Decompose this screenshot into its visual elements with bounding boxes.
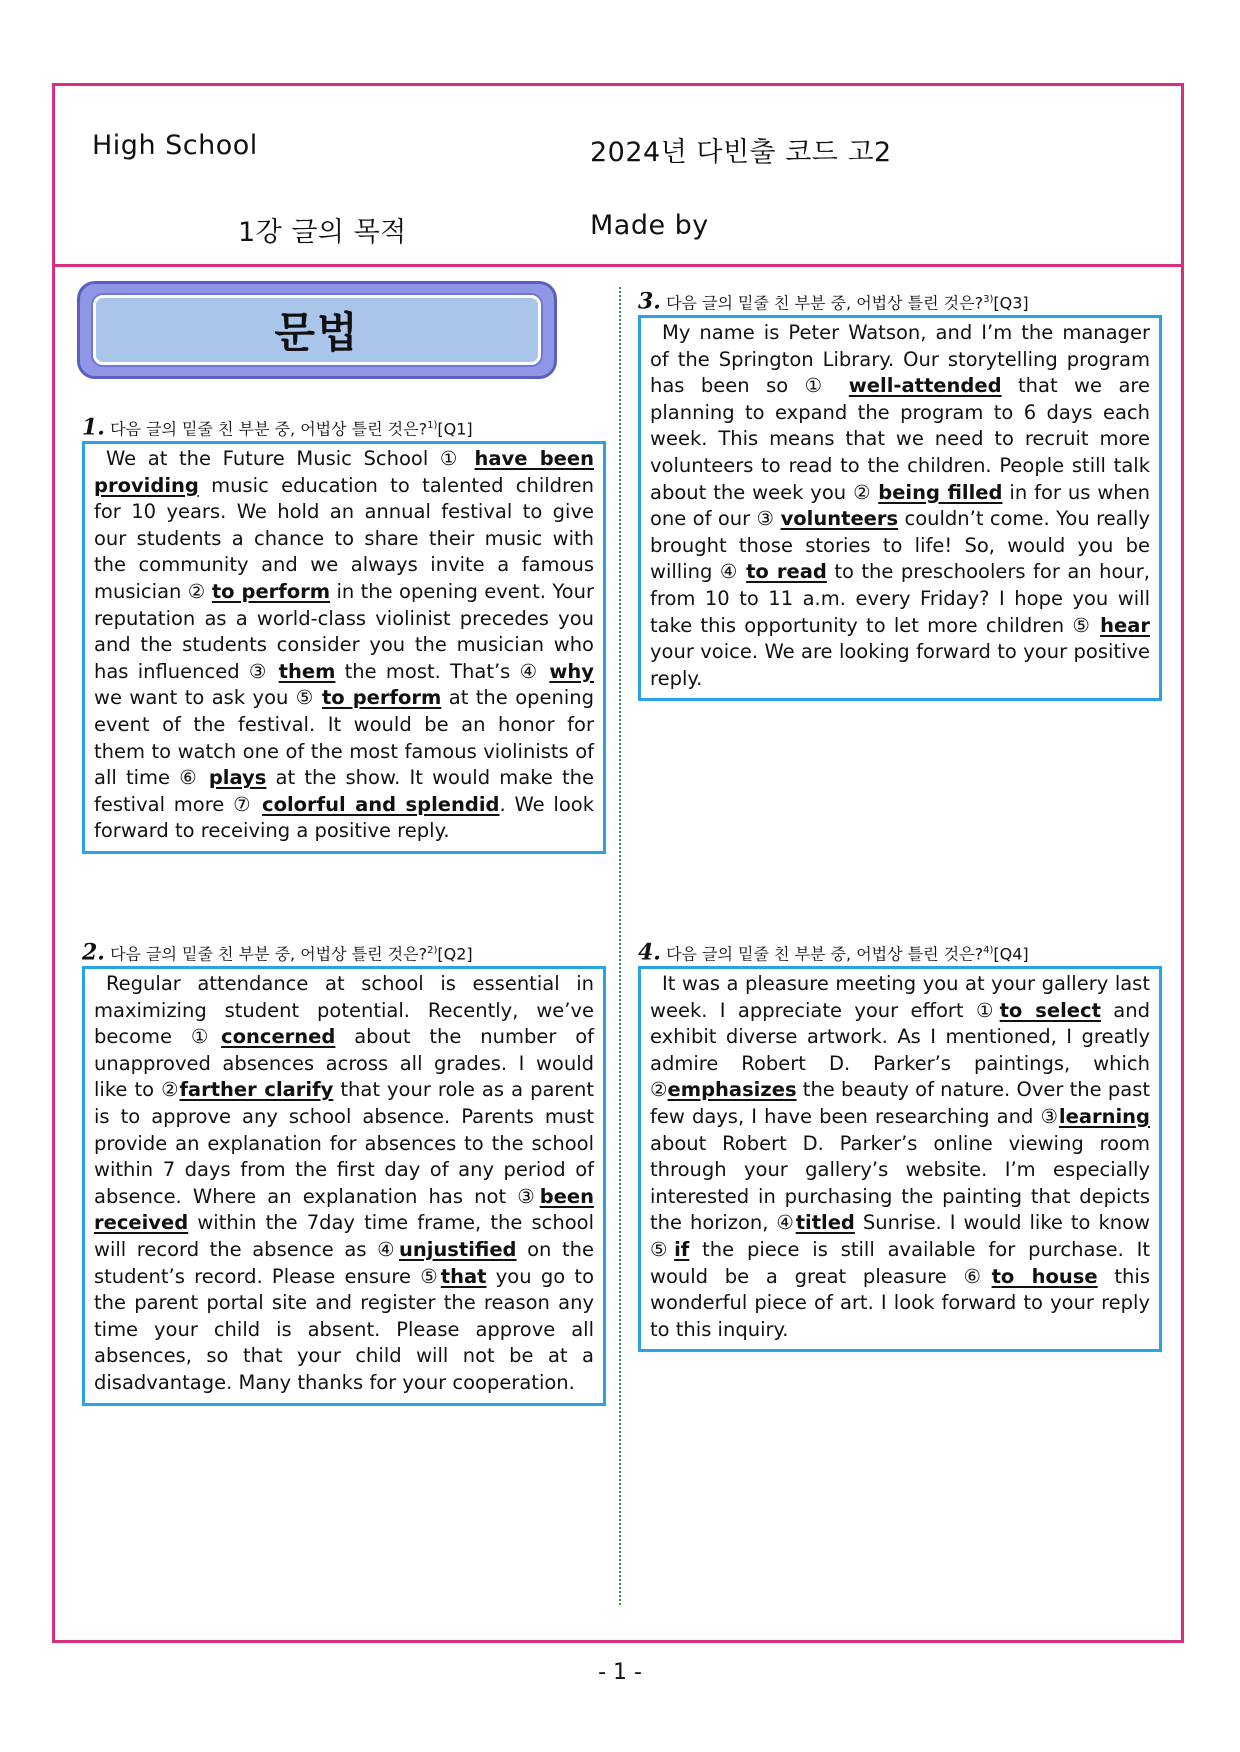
passage-text: in for us when one of our ③: [650, 480, 1150, 531]
underlined-choice: unjustified: [398, 1237, 517, 1261]
question-1: [82, 413, 606, 854]
underlined-choice: to perform: [321, 686, 442, 710]
footnote-marker: 2): [427, 945, 438, 956]
section-banner: [77, 281, 557, 379]
lesson-label: 1강 글의 목적: [238, 217, 407, 248]
passage-text: the beauty of nature. Over the past few days, I have been researching and ③: [650, 1078, 1150, 1128]
passage-text: couldn’t come. You really brought those stories to life! So, would you be willing ④: [650, 507, 1151, 584]
question-number: 2.: [82, 939, 105, 966]
passage-text: the piece is still available for purchase. It would be a great pleasure ⑥: [650, 1237, 1151, 1288]
school-label: High School: [92, 130, 258, 161]
underlined-choice: learning: [1058, 1104, 1150, 1128]
underlined-choice: to select: [999, 998, 1101, 1022]
question-4: [638, 938, 1162, 1352]
underlined-choice: well-attended: [848, 374, 1002, 398]
underlined-choice: to read: [746, 560, 827, 584]
underlined-choice: colorful and splendid: [262, 792, 500, 816]
passage-text: Regular attendance at school is essential in maximizing student potential. Recently, we’ve become ①: [94, 972, 594, 1049]
column-divider: [619, 287, 621, 1605]
underlined-choice: why: [549, 659, 594, 683]
passage-text: this wonderful piece of art. I look forward to your reply to this inquiry.: [650, 1264, 1150, 1341]
passage-text: music education to talented children for 10 years. We hold an annual festival to give our students a chance to share their music with the community and we always invite a famous musician ②: [94, 473, 594, 603]
passage-text: about Robert D. Parker’s online viewing room through your gallery’s website. I’m especially interested in purchasing the painting that depicts the horizon, ④: [650, 1131, 1150, 1235]
underlined-choice: have been providing: [94, 447, 595, 497]
passage-text: within the 7day time frame, the school will record the absence as ④: [94, 1211, 594, 1261]
underlined-choice: that: [440, 1264, 487, 1288]
footnote-marker: 4): [983, 945, 994, 956]
document-title: 2024년 다빈출 코드 고2: [590, 137, 892, 168]
question-prompt: 다음 글의 밑줄 친 부분 중, 어법상 틀린 것은?: [110, 419, 428, 439]
underlined-choice: concerned: [221, 1025, 336, 1049]
passage-text: It was a pleasure meeting you at your gallery last week. I appreciate your effort ①: [650, 972, 1150, 1022]
section-banner-inner: [93, 295, 541, 365]
underlined-choice: plays: [208, 766, 267, 790]
question-tag: [Q1]: [437, 419, 473, 439]
question-tag: [Q2]: [437, 944, 473, 964]
passage-text: to the preschoolers for an hour, from 10 to 11 a.m. every Friday? I hope you will take this opportunity to let more children ⑤: [650, 560, 1150, 637]
section-banner-label: 문법: [274, 308, 360, 357]
question-prompt: 다음 글의 밑줄 친 부분 중, 어법상 틀린 것은?: [666, 293, 984, 313]
underlined-choice: emphasizes: [667, 1078, 797, 1102]
footnote-marker: 1): [427, 420, 438, 431]
question-header: [82, 413, 606, 439]
question-header: [82, 938, 606, 964]
header-separator: [52, 264, 1184, 267]
passage-text: your voice. We are looking forward to your positive reply.: [650, 640, 1150, 690]
passage-text: at the opening event of the festival. It would be an honor for them to watch one of the most famous violinists of all time ⑥: [94, 686, 595, 790]
footnote-marker: 3): [983, 294, 994, 305]
question-2: [82, 938, 606, 1406]
question-header: [638, 287, 1162, 313]
passage-text: Sunrise. I would like to know ⑤: [650, 1211, 1150, 1261]
underlined-choice: if: [674, 1237, 690, 1261]
underlined-choice: them: [278, 659, 336, 683]
passage-text: My name is Peter Watson, and I’m the manager of the Springton Library. Our storytelling program has been so ①: [650, 321, 1150, 398]
question-number: 3.: [638, 288, 661, 315]
underlined-choice: titled: [795, 1211, 855, 1235]
question-prompt: 다음 글의 밑줄 친 부분 중, 어법상 틀린 것은?: [110, 944, 428, 964]
question-number: 4.: [638, 939, 661, 966]
passage-text: that we are planning to expand the program to 6 days each week. This means that we need to recruit more volunteers to read to the children. People still talk about the week you ②: [650, 374, 1150, 504]
question-tag: [Q4]: [993, 944, 1029, 964]
passage-text: the most. That’s ④: [335, 659, 550, 683]
passage-text: you go to the parent portal site and register the reason any time your child is absent. Please approve all absences, so that your child will not be at a disadvantage. Many thanks for your cooperation.: [94, 1264, 595, 1394]
passage-text: and exhibit diverse artwork. As I mentioned, I greatly admire Robert D. Parker’s paintings, which ②: [650, 998, 1150, 1102]
made-by-label: Made by: [590, 210, 709, 241]
underlined-choice: to house: [991, 1264, 1098, 1288]
passage-text: . We look forward to receiving a positive reply.: [94, 792, 594, 843]
underlined-choice: farther clarify: [179, 1078, 334, 1102]
passage-text: in the opening event. Your reputation as a world-class violinist precedes you and the students consider you the musician who has influenced ③: [94, 579, 594, 683]
passage-box: [638, 315, 1162, 701]
passage-text: that your role as a parent is to approve any school absence. Parents must provide an explanation for absences to the school within 7 days from the first day of any period of absence. Where an explanation has not ③: [94, 1078, 594, 1208]
passage-text: We at the Future Music School ①: [106, 447, 475, 470]
passage-box: [82, 966, 606, 1406]
passage-text: at the show. It would make the festival more ⑦: [94, 766, 594, 816]
passage-text: we want to ask you ⑤: [94, 686, 322, 710]
passage-box: [82, 441, 606, 854]
question-tag: [Q3]: [993, 293, 1029, 313]
underlined-choice: hear: [1100, 613, 1150, 637]
passage-box: [638, 966, 1162, 1352]
underlined-choice: been received: [94, 1184, 594, 1235]
page-number: - 1 -: [598, 1660, 642, 1685]
underlined-choice: volunteers: [780, 507, 899, 531]
underlined-choice: to perform: [211, 579, 331, 603]
question-header: [638, 938, 1162, 964]
passage-text: on the student’s record. Please ensure ⑤: [94, 1237, 594, 1288]
passage-text: about the number of unapproved absences across all grades. I would like to ②: [94, 1025, 594, 1102]
underlined-choice: being filled: [878, 480, 1003, 504]
question-number: 1.: [82, 414, 105, 441]
question-prompt: 다음 글의 밑줄 친 부분 중, 어법상 틀린 것은?: [666, 944, 984, 964]
question-3: [638, 287, 1162, 701]
